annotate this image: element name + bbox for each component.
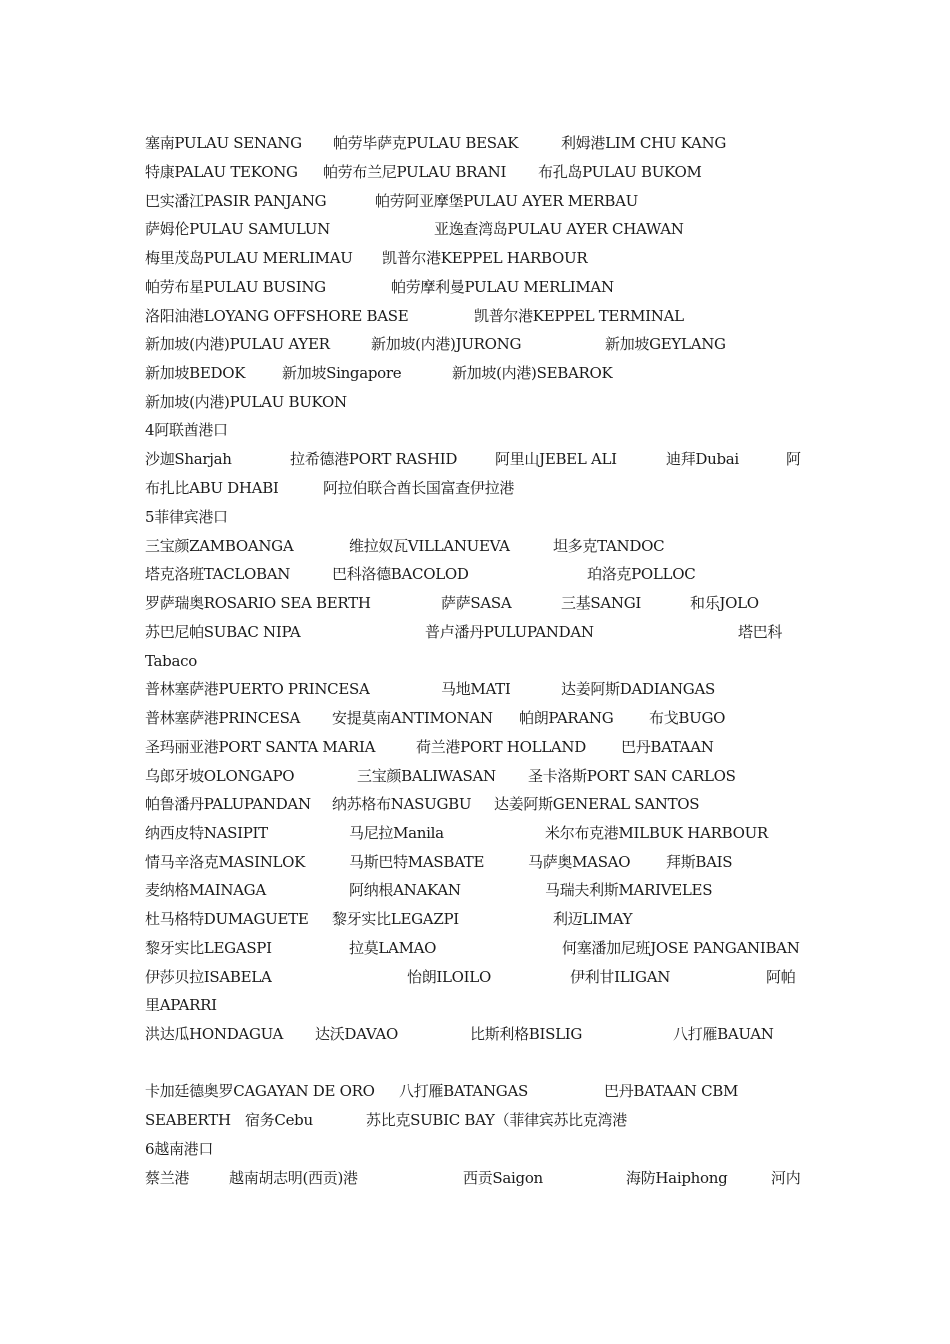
port-entry-text: 塔巴科 bbox=[738, 623, 783, 641]
port-entry-sasa: 萨萨SASA bbox=[441, 594, 512, 612]
text-line bbox=[0, 708, 950, 732]
text-line bbox=[0, 449, 950, 473]
port-entry-subac-nipa: 苏巴尼帕SUBAC NIPA bbox=[145, 623, 301, 641]
port-entry-jebel-ali: 阿里山JEBEL ALI bbox=[495, 450, 617, 468]
port-entry-aparri: 里APARRI bbox=[145, 996, 217, 1014]
port-entry-bislig: 比斯利格BISLIG bbox=[470, 1025, 583, 1043]
text-line bbox=[0, 593, 950, 617]
text-line bbox=[0, 162, 950, 186]
port-entry-singapore: 新加坡Singapore bbox=[282, 364, 402, 382]
port-entry-legazpi: 黎牙实比LEGAZPI bbox=[332, 910, 459, 928]
text-line bbox=[0, 938, 950, 962]
port-entry-bataan-cbm: 巴丹BATAAN CBM bbox=[604, 1082, 739, 1100]
text-line bbox=[0, 794, 950, 818]
port-entry-subic-bay: 苏比克SUBIC BAY（菲律宾苏比克湾港 bbox=[366, 1111, 627, 1129]
text-line bbox=[0, 967, 950, 991]
port-entry-villanueva: 维拉奴瓦VILLANUEVA bbox=[349, 537, 510, 555]
port-entry-manila: 马尼拉Manila bbox=[349, 824, 444, 842]
port-entry-mainaga: 麦纳格MAINAGA bbox=[145, 881, 266, 899]
port-entry-bataan: 巴丹BATAAN bbox=[621, 738, 714, 756]
port-entry-antimonan: 安提莫南ANTIMONAN bbox=[332, 709, 493, 727]
port-entry-sharjah: 沙迦Sharjah bbox=[145, 450, 232, 468]
port-entry-pulau-senang: 塞南PULAU SENANG bbox=[145, 134, 302, 152]
port-entry-pulau-bukon: 新加坡(内港)PULAU BUKON bbox=[145, 393, 347, 411]
port-entry-text: 阿帕 bbox=[766, 968, 796, 986]
port-entry-anakan: 阿纳根ANAKAN bbox=[349, 881, 461, 899]
text-line bbox=[0, 277, 950, 301]
port-entry-parang: 帕朗PARANG bbox=[519, 709, 614, 727]
port-entry-dadiangas: 达姜阿斯DADIANGAS bbox=[561, 680, 715, 698]
port-entry-milbuk-harbour: 米尔布克港MILBUK HARBOUR bbox=[545, 824, 768, 842]
port-entry-port-holland: 荷兰港PORT HOLLAND bbox=[416, 738, 586, 756]
port-entry-iligan: 伊利甘ILIGAN bbox=[570, 968, 671, 986]
text-line bbox=[0, 880, 950, 904]
text-line bbox=[0, 248, 950, 272]
port-entry-seaberth: SEABERTH bbox=[145, 1111, 231, 1129]
text-line bbox=[0, 622, 950, 646]
port-entry-text: 越南胡志明(西贡)港 bbox=[229, 1169, 358, 1187]
port-entry-haiphong: 海防Haiphong bbox=[626, 1169, 728, 1187]
port-entry-text: 阿 bbox=[786, 450, 801, 468]
port-entry-bedok: 新加坡BEDOK bbox=[145, 364, 246, 382]
port-entry-tandoc: 坦多克TANDOC bbox=[553, 537, 665, 555]
port-entry-olongapo: 乌郎牙坡OLONGAPO bbox=[145, 767, 295, 785]
port-entry-pulau-samulun: 萨姆伦PULAU SAMULUN bbox=[145, 220, 330, 238]
port-entry-pulau-brani: 帕劳布兰尼PULAU BRANI bbox=[323, 163, 507, 181]
section-heading: 4阿联酋港口 bbox=[145, 421, 228, 439]
port-entry-text: 阿拉伯联合酋长国富查伊拉港 bbox=[323, 479, 515, 497]
text-line bbox=[0, 306, 950, 330]
text-line bbox=[0, 564, 950, 588]
port-entry-puerto-princesa: 普林塞萨港PUERTO PRINCESA bbox=[145, 680, 370, 698]
port-entry-lim-chu-kang: 利姆港LIM CHU KANG bbox=[561, 134, 727, 152]
text-line bbox=[0, 507, 950, 531]
port-entry-port-san-carlos: 圣卡洛斯PORT SAN CARLOS bbox=[528, 767, 736, 785]
port-entry-masinlok: 情马辛洛克MASINLOK bbox=[145, 853, 306, 871]
port-entry-pulau-ayer-chawan: 亚逸查湾岛PULAU AYER CHAWAN bbox=[434, 220, 684, 238]
port-entry-port-rashid: 拉希德港PORT RASHID bbox=[290, 450, 458, 468]
port-entry-jolo: 和乐JOLO bbox=[690, 594, 759, 612]
text-line bbox=[0, 1110, 950, 1134]
text-line bbox=[0, 651, 950, 675]
port-entry-cagayan-de-oro: 卡加廷德奥罗CAGAYAN DE ORO bbox=[145, 1082, 375, 1100]
port-entry-tabaco: Tabaco bbox=[145, 652, 197, 670]
port-entry-zamboanga: 三宝颜ZAMBOANGA bbox=[145, 537, 294, 555]
port-entry-abu-dhabi: 布扎比ABU DHABI bbox=[145, 479, 279, 497]
port-entry-pasir-panjang: 巴实潘江PASIR PANJANG bbox=[145, 192, 327, 210]
port-entry-pulau-besak: 帕劳毕萨克PULAU BESAK bbox=[333, 134, 519, 152]
text-line bbox=[0, 219, 950, 243]
port-entry-hondagua: 洪达瓜HONDAGUA bbox=[145, 1025, 284, 1043]
port-entry-dumaguete: 杜马格特DUMAGUETE bbox=[145, 910, 309, 928]
port-entry-davao: 达沃DAVAO bbox=[315, 1025, 398, 1043]
text-line bbox=[0, 679, 950, 703]
port-entry-lamao: 拉莫LAMAO bbox=[349, 939, 437, 957]
port-entry-bacolod: 巴科洛德BACOLOD bbox=[332, 565, 469, 583]
port-entry-mariveles: 马瑞夫利斯MARIVELES bbox=[545, 881, 713, 899]
port-entry-batangas: 八打雁BATANGAS bbox=[399, 1082, 528, 1100]
port-entry-geylang: 新加坡GEYLANG bbox=[605, 335, 726, 353]
port-entry-port-santa-maria: 圣玛丽亚港PORT SANTA MARIA bbox=[145, 738, 376, 756]
port-entry-sangi: 三基SANGI bbox=[561, 594, 642, 612]
text-line bbox=[0, 478, 950, 502]
port-entry-legaspi: 黎牙实比LEGASPI bbox=[145, 939, 272, 957]
port-entry-isabela: 伊莎贝拉ISABELA bbox=[145, 968, 272, 986]
port-entry-jurong: 新加坡(内港)JURONG bbox=[371, 335, 522, 353]
port-entry-palau-tekong: 特康PALAU TEKONG bbox=[145, 163, 298, 181]
port-entry-nasipit: 纳西皮特NASIPIT bbox=[145, 824, 268, 842]
text-line bbox=[0, 363, 950, 387]
port-entry-text: 蔡兰港 bbox=[145, 1169, 190, 1187]
text-line bbox=[0, 536, 950, 560]
port-entry-palupandan: 帕鲁潘丹PALUPANDAN bbox=[145, 795, 311, 813]
port-entry-iloilo: 怡朗ILOILO bbox=[407, 968, 491, 986]
port-entry-pulau-ayer: 新加坡(内港)PULAU AYER bbox=[145, 335, 330, 353]
port-entry-pulupandan: 普卢潘丹PULUPANDAN bbox=[425, 623, 594, 641]
port-entry-keppel-harbour: 凯普尔港KEPPEL HARBOUR bbox=[382, 249, 588, 267]
port-entry-polloc: 珀洛克POLLOC bbox=[587, 565, 696, 583]
port-entry-baliwasan: 三宝颜BALIWASAN bbox=[357, 767, 496, 785]
port-entry-masbate: 马斯巴特MASBATE bbox=[349, 853, 485, 871]
port-entry-tacloban: 塔克洛班TACLOBAN bbox=[145, 565, 291, 583]
text-line bbox=[0, 852, 950, 876]
port-entry-mati: 马地MATI bbox=[441, 680, 511, 698]
text-line bbox=[0, 909, 950, 933]
text-line bbox=[0, 737, 950, 761]
text-line bbox=[0, 1168, 950, 1192]
text-line bbox=[0, 133, 950, 157]
text-line bbox=[0, 995, 950, 1019]
port-entry-princesa: 普林塞萨港PRINCESA bbox=[145, 709, 301, 727]
text-line bbox=[0, 1024, 950, 1048]
port-entry-keppel-terminal: 凯普尔港KEPPEL TERMINAL bbox=[474, 307, 684, 325]
port-entry-cebu: 宿务Cebu bbox=[245, 1111, 313, 1129]
port-entry-sebarok: 新加坡(内港)SEBAROK bbox=[452, 364, 613, 382]
port-entry-dubai: 迪拜Dubai bbox=[666, 450, 739, 468]
text-line bbox=[0, 392, 950, 416]
text-line bbox=[0, 420, 950, 444]
text-line bbox=[0, 823, 950, 847]
port-entry-bauan: 八打雁BAUAN bbox=[673, 1025, 774, 1043]
port-entry-bugo: 布戈BUGO bbox=[649, 709, 726, 727]
port-entry-masao: 马萨奥MASAO bbox=[528, 853, 631, 871]
port-entry-pulau-merlimau: 梅里茂岛PULAU MERLIMAU bbox=[145, 249, 353, 267]
text-line bbox=[0, 766, 950, 790]
port-entry-pulau-bukom: 布孔岛PULAU BUKOM bbox=[538, 163, 702, 181]
port-entry-saigon: 西贡Saigon bbox=[463, 1169, 543, 1187]
port-entry-rosario-sea-berth: 罗萨瑞奥ROSARIO SEA BERTH bbox=[145, 594, 371, 612]
port-entry-general-santos: 达姜阿斯GENERAL SANTOS bbox=[494, 795, 700, 813]
port-entry-jose-panganiban: 何塞潘加尼班JOSE PANGANIBAN bbox=[562, 939, 800, 957]
text-line bbox=[0, 334, 950, 358]
port-entry-bais: 拜斯BAIS bbox=[666, 853, 733, 871]
text-line bbox=[0, 1139, 950, 1163]
port-entry-pulau-merliman: 帕劳摩利曼PULAU MERLIMAN bbox=[391, 278, 614, 296]
port-entry-pulau-busing: 帕劳布星PULAU BUSING bbox=[145, 278, 326, 296]
port-entry-nasugbu: 纳苏格布NASUGBU bbox=[332, 795, 472, 813]
port-entry-loyang-offshore-base: 洛阳油港LOYANG OFFSHORE BASE bbox=[145, 307, 409, 325]
text-line bbox=[0, 1081, 950, 1105]
port-entry-text: 河内 bbox=[771, 1169, 801, 1187]
section-heading: 5菲律宾港口 bbox=[145, 508, 228, 526]
text-line bbox=[0, 191, 950, 215]
section-heading: 6越南港口 bbox=[145, 1140, 214, 1158]
port-entry-limay: 利迈LIMAY bbox=[553, 910, 633, 928]
port-entry-pulau-ayer-merbau: 帕劳阿亚摩堡PULAU AYER MERBAU bbox=[375, 192, 639, 210]
